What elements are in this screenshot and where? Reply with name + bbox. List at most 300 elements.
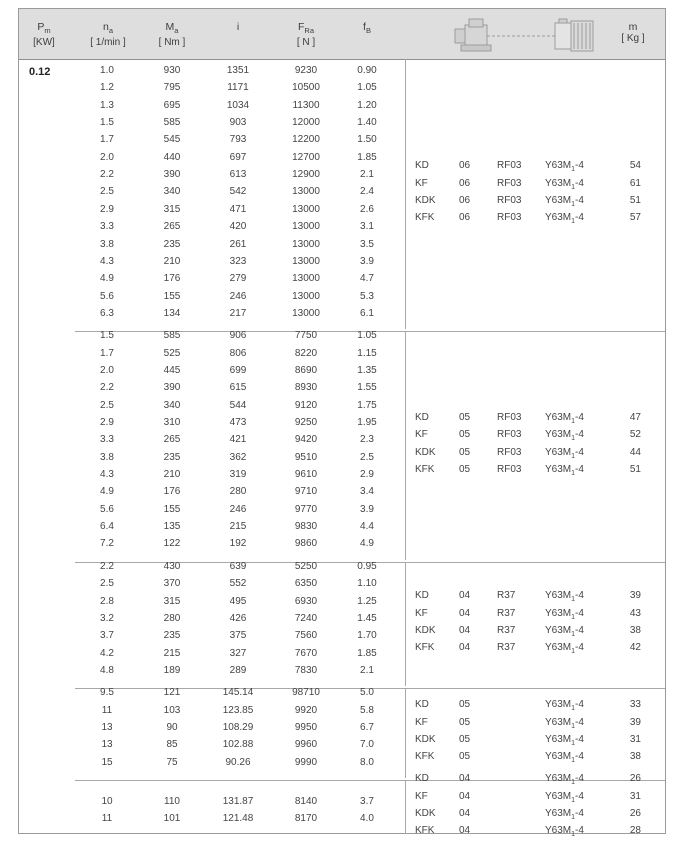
service-factor-cell: 8.0 bbox=[360, 756, 374, 768]
size-cell: 04 bbox=[459, 642, 471, 654]
service-factor-cell: 0.90 bbox=[357, 65, 377, 76]
mass-cell: 54 bbox=[629, 160, 641, 172]
version-cell: RF03 bbox=[497, 411, 522, 423]
speed-cell: 1.2 bbox=[100, 82, 114, 94]
gear-type-cell: KD bbox=[415, 160, 429, 172]
service-factor-cell: 1.70 bbox=[357, 630, 377, 642]
ratio-cell: 145.14 bbox=[222, 687, 254, 699]
gear-type-cell: KDK bbox=[415, 195, 436, 207]
radial-load-cell: 9860 bbox=[294, 538, 318, 550]
motor-cell: $Y63M_1-4$ bbox=[545, 160, 584, 174]
ratio-cell: 217 bbox=[229, 307, 247, 319]
service-factor-cell: 2.1 bbox=[360, 169, 374, 181]
ratio-cell: 495 bbox=[229, 595, 247, 607]
speed-cell: 3.3 bbox=[100, 434, 114, 446]
service-factor-cell: 3.7 bbox=[360, 796, 374, 807]
torque-cell: 440 bbox=[163, 151, 181, 163]
service-factor-cell: 4.4 bbox=[360, 521, 374, 533]
mass-cell: 33 bbox=[629, 699, 641, 711]
radial-load-cell: 12900 bbox=[292, 169, 320, 181]
torque-cell: 585 bbox=[163, 117, 181, 129]
speed-cell: 2.0 bbox=[100, 151, 114, 163]
ratio-cell: 323 bbox=[229, 255, 247, 267]
service-factor-cell: 4.7 bbox=[360, 273, 374, 285]
speed-cell: 9.5 bbox=[100, 687, 114, 699]
ratio-cell: 544 bbox=[229, 399, 247, 411]
size-cell: 06 bbox=[459, 177, 471, 189]
radial-load-cell: 13000 bbox=[292, 290, 320, 302]
motor-cell: $Y63M_1-4$ bbox=[545, 607, 584, 621]
version-cell: RF03 bbox=[497, 195, 522, 207]
ratio-cell: 375 bbox=[229, 630, 247, 642]
ma-subscript: a bbox=[174, 26, 179, 36]
mass-cell: 39 bbox=[629, 590, 641, 602]
mass-cell: 51 bbox=[629, 463, 641, 475]
motor-cell: $Y63M_1-4$ bbox=[545, 590, 584, 604]
torque-cell: 695 bbox=[163, 99, 181, 111]
speed-cell: 1.5 bbox=[100, 117, 114, 129]
torque-cell: 545 bbox=[163, 134, 181, 146]
size-cell: 04 bbox=[459, 607, 471, 619]
radial-load-cell: 12700 bbox=[292, 151, 320, 163]
torque-cell: 370 bbox=[163, 578, 181, 590]
header-mass bbox=[613, 21, 653, 45]
torque-cell: 110 bbox=[164, 796, 180, 807]
ratio-cell: 246 bbox=[229, 503, 247, 515]
version-cell: R37 bbox=[497, 590, 516, 602]
mass-cell: 31 bbox=[629, 734, 641, 746]
torque-cell: 585 bbox=[163, 330, 181, 342]
motor-cell: $Y63M_1-4$ bbox=[545, 429, 584, 443]
na-unit: [ 1/min ] bbox=[90, 37, 126, 49]
ratio-cell: 215 bbox=[229, 521, 247, 533]
header-fra bbox=[285, 21, 327, 49]
mass-cell: 38 bbox=[629, 625, 641, 637]
ratio-cell: 615 bbox=[229, 382, 247, 394]
size-cell: 06 bbox=[459, 212, 471, 224]
gear-type-cell: KF bbox=[415, 716, 428, 728]
radial-load-cell: 9250 bbox=[294, 417, 318, 428]
radial-load-cell: 9710 bbox=[294, 486, 318, 498]
gear-type-cell: KFK bbox=[415, 463, 435, 475]
gear-type-cell: KF bbox=[415, 429, 428, 441]
ratio-cell: 108.29 bbox=[222, 721, 254, 733]
radial-load-cell: 13000 bbox=[292, 203, 320, 215]
service-factor-cell: 2.5 bbox=[360, 451, 374, 463]
radial-load-cell: 9420 bbox=[294, 434, 318, 446]
gear-type-cell: KDK bbox=[415, 446, 436, 458]
radial-load-cell: 6350 bbox=[294, 578, 318, 590]
motor-cell: $Y63M_1-4$ bbox=[545, 825, 584, 839]
gear-type-cell: KFK bbox=[415, 212, 435, 224]
version-cell: RF03 bbox=[497, 429, 522, 441]
ratio-cell: 699 bbox=[229, 364, 247, 376]
torque-cell: 122 bbox=[163, 538, 181, 550]
torque-cell: 340 bbox=[163, 399, 181, 411]
torque-cell: 103 bbox=[163, 704, 181, 716]
gear-type-cell: KDK bbox=[415, 734, 436, 746]
radial-load-cell: 9230 bbox=[294, 65, 318, 76]
radial-load-cell: 13000 bbox=[292, 221, 320, 233]
pm-symbol: P bbox=[37, 21, 45, 33]
version-cell: RF03 bbox=[497, 177, 522, 189]
radial-load-cell: 7670 bbox=[294, 647, 318, 659]
gear-type-cell: KDK bbox=[415, 808, 436, 819]
gearmotor-selection-table bbox=[18, 8, 666, 839]
torque-cell: 210 bbox=[163, 255, 181, 267]
speed-cell: 3.2 bbox=[100, 612, 114, 624]
ratio-cell: 192 bbox=[229, 538, 247, 550]
speed-cell: 2.2 bbox=[100, 169, 114, 181]
size-cell: 04 bbox=[459, 790, 471, 802]
service-factor-cell: 1.35 bbox=[357, 364, 377, 376]
service-factor-cell: 1.05 bbox=[357, 330, 377, 342]
service-factor-cell: 6.1 bbox=[360, 307, 374, 319]
mass-cell: 26 bbox=[629, 773, 641, 785]
torque-cell: 280 bbox=[163, 612, 181, 624]
gear-type-cell: KFK bbox=[415, 825, 435, 837]
column-divider bbox=[405, 780, 406, 834]
motor-cell: $Y63M_1-4$ bbox=[545, 790, 584, 804]
torque-cell: 101 bbox=[163, 813, 181, 825]
speed-cell: 5.6 bbox=[100, 503, 114, 515]
ratio-cell: 319 bbox=[229, 469, 247, 481]
speed-cell: 2.2 bbox=[100, 560, 114, 572]
header-fb bbox=[353, 21, 381, 37]
speed-cell: 10 bbox=[101, 796, 113, 807]
torque-cell: 189 bbox=[163, 664, 181, 676]
version-cell: R37 bbox=[497, 607, 516, 619]
radial-load-cell: 10500 bbox=[292, 82, 320, 94]
ratio-cell: 261 bbox=[229, 238, 247, 250]
na-symbol: n bbox=[102, 21, 109, 33]
pm-subscript: m bbox=[44, 26, 51, 36]
mass-cell: 39 bbox=[629, 716, 641, 728]
ratio-cell: 1351 bbox=[226, 65, 250, 76]
mass-cell: 47 bbox=[629, 411, 641, 423]
torque-cell: 85 bbox=[166, 739, 178, 751]
torque-cell: 235 bbox=[163, 238, 181, 250]
fra-unit: [ N ] bbox=[296, 37, 316, 49]
service-factor-cell: 3.9 bbox=[360, 255, 374, 267]
radial-load-cell: 9990 bbox=[294, 756, 318, 768]
size-cell: 04 bbox=[459, 808, 471, 819]
size-cell: 04 bbox=[459, 590, 471, 602]
ratio-cell: 1171 bbox=[227, 82, 249, 94]
radial-load-cell: 8140 bbox=[294, 796, 318, 807]
radial-load-cell: 12200 bbox=[292, 134, 320, 146]
torque-cell: 134 bbox=[163, 307, 181, 319]
torque-cell: 90 bbox=[166, 721, 178, 733]
ratio-cell: 473 bbox=[229, 417, 247, 428]
radial-load-cell: 13000 bbox=[292, 273, 320, 285]
torque-cell: 155 bbox=[163, 290, 181, 302]
mass-cell: 52 bbox=[629, 429, 641, 441]
gear-type-cell: KD bbox=[415, 699, 429, 711]
service-factor-cell: 5.0 bbox=[360, 687, 374, 699]
speed-cell: 2.8 bbox=[100, 595, 114, 607]
ratio-cell: 793 bbox=[229, 134, 247, 146]
torque-cell: 445 bbox=[163, 364, 181, 376]
ratio-cell: 1034 bbox=[226, 99, 250, 111]
size-cell: 05 bbox=[459, 751, 471, 763]
size-cell: 04 bbox=[459, 625, 471, 637]
motor-cell: $Y63M_1-4$ bbox=[545, 625, 584, 639]
speed-cell: 3.3 bbox=[100, 221, 114, 233]
ratio-cell: 420 bbox=[229, 221, 247, 233]
service-factor-cell: 2.3 bbox=[360, 434, 374, 446]
mass-symbol: m bbox=[628, 21, 638, 33]
header-na bbox=[83, 21, 133, 49]
version-cell: R37 bbox=[497, 642, 516, 654]
ratio-cell: 906 bbox=[229, 330, 247, 342]
service-factor-cell: 1.55 bbox=[357, 382, 377, 394]
service-factor-cell: 1.45 bbox=[357, 612, 377, 624]
service-factor-cell: 1.50 bbox=[357, 134, 377, 146]
motor-cell: $Y63M_1-4$ bbox=[545, 463, 584, 477]
radial-load-cell: 8220 bbox=[294, 347, 318, 359]
ma-symbol: M bbox=[165, 21, 175, 33]
speed-cell: 11 bbox=[101, 704, 113, 716]
service-factor-cell: 5.8 bbox=[360, 704, 374, 716]
table-header bbox=[19, 9, 665, 60]
gear-type-cell: KD bbox=[415, 590, 429, 602]
speed-cell: 4.2 bbox=[100, 647, 114, 659]
header-i bbox=[224, 21, 252, 33]
service-factor-cell: 2.6 bbox=[360, 203, 374, 215]
size-cell: 05 bbox=[459, 411, 471, 423]
motor-cell: $Y63M_1-4$ bbox=[545, 808, 584, 821]
radial-load-cell: 8690 bbox=[294, 364, 318, 376]
mass-cell: 42 bbox=[629, 642, 641, 654]
service-factor-cell: 5.3 bbox=[360, 290, 374, 302]
size-cell: 05 bbox=[459, 463, 471, 475]
speed-cell: 3.8 bbox=[100, 451, 114, 463]
motor-cell: $Y63M_1-4$ bbox=[545, 411, 584, 425]
mass-cell: 43 bbox=[629, 607, 641, 619]
motor-cell: $Y63M_1-4$ bbox=[545, 751, 584, 765]
size-cell: 06 bbox=[459, 160, 471, 172]
ratio-cell: 131.87 bbox=[222, 796, 254, 807]
speed-cell: 1.5 bbox=[100, 330, 114, 342]
ratio-cell: 279 bbox=[229, 273, 247, 285]
mass-cell: 57 bbox=[629, 212, 641, 224]
service-factor-cell: 3.9 bbox=[360, 503, 374, 515]
mass-cell: 28 bbox=[629, 825, 641, 837]
service-factor-cell: 1.25 bbox=[357, 595, 377, 607]
ratio-cell: 471 bbox=[229, 203, 247, 215]
version-cell: RF03 bbox=[497, 446, 522, 458]
torque-cell: 235 bbox=[163, 451, 181, 463]
ma-unit: [ Nm ] bbox=[158, 37, 186, 49]
service-factor-cell: 2.1 bbox=[360, 664, 374, 676]
gear-type-cell: KF bbox=[415, 790, 428, 802]
speed-cell: 15 bbox=[101, 756, 113, 768]
gear-type-cell: KF bbox=[415, 177, 428, 189]
version-cell: RF03 bbox=[497, 160, 522, 172]
service-factor-cell: 1.05 bbox=[357, 82, 377, 94]
size-cell: 05 bbox=[459, 716, 471, 728]
speed-cell: 2.9 bbox=[100, 417, 114, 428]
torque-cell: 930 bbox=[163, 65, 181, 76]
fb-symbol: f bbox=[363, 21, 366, 33]
radial-load-cell: 13000 bbox=[292, 186, 320, 198]
service-factor-cell: 4.9 bbox=[360, 538, 374, 550]
speed-cell: 3.7 bbox=[100, 630, 114, 642]
speed-cell: 2.5 bbox=[100, 399, 114, 411]
radial-load-cell: 6930 bbox=[294, 595, 318, 607]
torque-cell: 390 bbox=[163, 169, 181, 181]
service-factor-cell: 7.0 bbox=[360, 739, 374, 751]
ratio-cell: 246 bbox=[229, 290, 247, 302]
torque-cell: 265 bbox=[163, 221, 181, 233]
gear-type-cell: KD bbox=[415, 411, 429, 423]
size-cell: 05 bbox=[459, 446, 471, 458]
speed-cell: 2.9 bbox=[100, 203, 114, 215]
motor-cell: $Y63M_1-4$ bbox=[545, 734, 584, 748]
size-cell: 05 bbox=[459, 699, 471, 711]
version-cell: R37 bbox=[497, 625, 516, 637]
ratio-cell: 102.88 bbox=[222, 739, 254, 751]
size-cell: 05 bbox=[459, 734, 471, 746]
torque-cell: 75 bbox=[166, 756, 178, 768]
ratio-cell: 806 bbox=[229, 347, 247, 359]
torque-cell: 430 bbox=[163, 560, 181, 572]
torque-cell: 390 bbox=[163, 382, 181, 394]
speed-cell: 3.8 bbox=[100, 238, 114, 250]
ratio-cell: 121.48 bbox=[222, 813, 254, 825]
radial-load-cell: 13000 bbox=[292, 255, 320, 267]
motor-cell: $Y63M_1-4$ bbox=[545, 177, 584, 191]
ratio-cell: 421 bbox=[229, 434, 247, 446]
service-factor-cell: 3.4 bbox=[360, 486, 374, 498]
torque-cell: 340 bbox=[163, 186, 181, 198]
ratio-cell: 123.85 bbox=[222, 704, 254, 716]
mass-unit: [ Kg ] bbox=[621, 33, 645, 44]
service-factor-cell: 2.9 bbox=[360, 469, 374, 481]
ratio-cell: 697 bbox=[229, 151, 247, 163]
size-cell: 05 bbox=[459, 429, 471, 441]
torque-cell: 155 bbox=[163, 503, 181, 515]
gear-type-cell: KD bbox=[415, 773, 429, 785]
speed-cell: 4.9 bbox=[100, 486, 114, 498]
torque-cell: 525 bbox=[163, 347, 181, 359]
torque-cell: 176 bbox=[163, 273, 181, 285]
gear-type-cell: KFK bbox=[415, 642, 435, 654]
mass-cell: 61 bbox=[629, 177, 641, 189]
ratio-cell: 639 bbox=[229, 560, 247, 572]
ratio-cell: 362 bbox=[229, 451, 247, 463]
speed-cell: 1.7 bbox=[100, 134, 114, 146]
motor-cell: $Y63M_1-4$ bbox=[545, 212, 584, 226]
torque-cell: 215 bbox=[163, 647, 181, 659]
radial-load-cell: 5250 bbox=[294, 560, 318, 572]
motor-cell: $Y63M_1-4$ bbox=[545, 716, 584, 730]
speed-cell: 13 bbox=[101, 739, 113, 751]
speed-cell: 11 bbox=[101, 813, 113, 825]
i-symbol: i bbox=[236, 21, 240, 33]
radial-load-cell: 12000 bbox=[292, 117, 320, 129]
service-factor-cell: 1.40 bbox=[357, 117, 377, 129]
column-divider bbox=[405, 331, 406, 560]
service-factor-cell: 3.1 bbox=[360, 221, 374, 233]
speed-cell: 6.4 bbox=[100, 521, 114, 533]
torque-cell: 315 bbox=[163, 595, 181, 607]
version-cell: RF03 bbox=[497, 212, 522, 224]
gear-type-cell: KDK bbox=[415, 625, 436, 637]
ratio-cell: 90.26 bbox=[225, 756, 251, 768]
motor-cell: $Y63M_1-4$ bbox=[545, 642, 584, 656]
speed-cell: 13 bbox=[101, 721, 113, 733]
radial-load-cell: 13000 bbox=[292, 238, 320, 250]
torque-cell: 310 bbox=[163, 417, 181, 428]
speed-cell: 7.2 bbox=[100, 538, 114, 550]
gearmotor-diagram-icon bbox=[451, 15, 601, 55]
radial-load-cell: 13000 bbox=[292, 307, 320, 319]
column-divider bbox=[405, 562, 406, 686]
speed-cell: 2.2 bbox=[100, 382, 114, 394]
torque-cell: 795 bbox=[163, 82, 181, 94]
radial-load-cell: 9920 bbox=[294, 704, 318, 716]
radial-load-cell: 9120 bbox=[294, 399, 318, 411]
ratio-cell: 280 bbox=[229, 486, 247, 498]
service-factor-cell: 6.7 bbox=[360, 721, 374, 733]
radial-load-cell: 9510 bbox=[294, 451, 318, 463]
torque-cell: 121 bbox=[163, 687, 181, 699]
service-factor-cell: 3.5 bbox=[360, 238, 374, 250]
speed-cell: 6.3 bbox=[100, 307, 114, 319]
size-cell: 06 bbox=[459, 195, 471, 207]
radial-load-cell: 8170 bbox=[294, 813, 318, 825]
speed-cell: 1.0 bbox=[100, 65, 114, 76]
mass-cell: 51 bbox=[629, 195, 641, 207]
fb-subscript: B bbox=[365, 26, 371, 36]
radial-load-cell: 8930 bbox=[294, 382, 318, 394]
mass-cell: 38 bbox=[629, 751, 641, 763]
torque-cell: 135 bbox=[163, 521, 181, 533]
ratio-cell: 903 bbox=[229, 117, 247, 129]
speed-cell: 4.3 bbox=[100, 255, 114, 267]
power-value: 0.12 bbox=[29, 66, 51, 78]
motor-cell: $Y63M_1-4$ bbox=[545, 699, 584, 713]
gear-type-cell: KF bbox=[415, 607, 428, 619]
fra-symbol: F bbox=[297, 21, 305, 33]
radial-load-cell: 7560 bbox=[294, 630, 318, 642]
torque-cell: 265 bbox=[163, 434, 181, 446]
size-cell: 04 bbox=[459, 825, 471, 837]
motor-cell: $Y63M_1-4$ bbox=[545, 773, 584, 787]
speed-cell: 1.7 bbox=[100, 347, 114, 359]
radial-load-cell: 9610 bbox=[294, 469, 318, 481]
version-cell: RF03 bbox=[497, 463, 522, 475]
ratio-cell: 426 bbox=[229, 612, 247, 624]
column-divider bbox=[405, 59, 406, 329]
ratio-cell: 552 bbox=[229, 578, 247, 590]
radial-load-cell: 98710 bbox=[292, 687, 320, 699]
service-factor-cell: 0.95 bbox=[357, 560, 377, 572]
pm-unit: [KW] bbox=[33, 37, 55, 49]
speed-cell: 2.5 bbox=[100, 578, 114, 590]
ratio-cell: 613 bbox=[229, 169, 247, 181]
torque-cell: 210 bbox=[163, 469, 181, 481]
service-factor-cell: 1.10 bbox=[357, 578, 377, 590]
torque-cell: 235 bbox=[163, 630, 181, 642]
radial-load-cell: 7750 bbox=[294, 330, 318, 342]
speed-cell: 5.6 bbox=[100, 290, 114, 302]
ratio-cell: 327 bbox=[229, 647, 247, 659]
speed-cell: 4.9 bbox=[100, 273, 114, 285]
radial-load-cell: 11300 bbox=[292, 99, 320, 111]
